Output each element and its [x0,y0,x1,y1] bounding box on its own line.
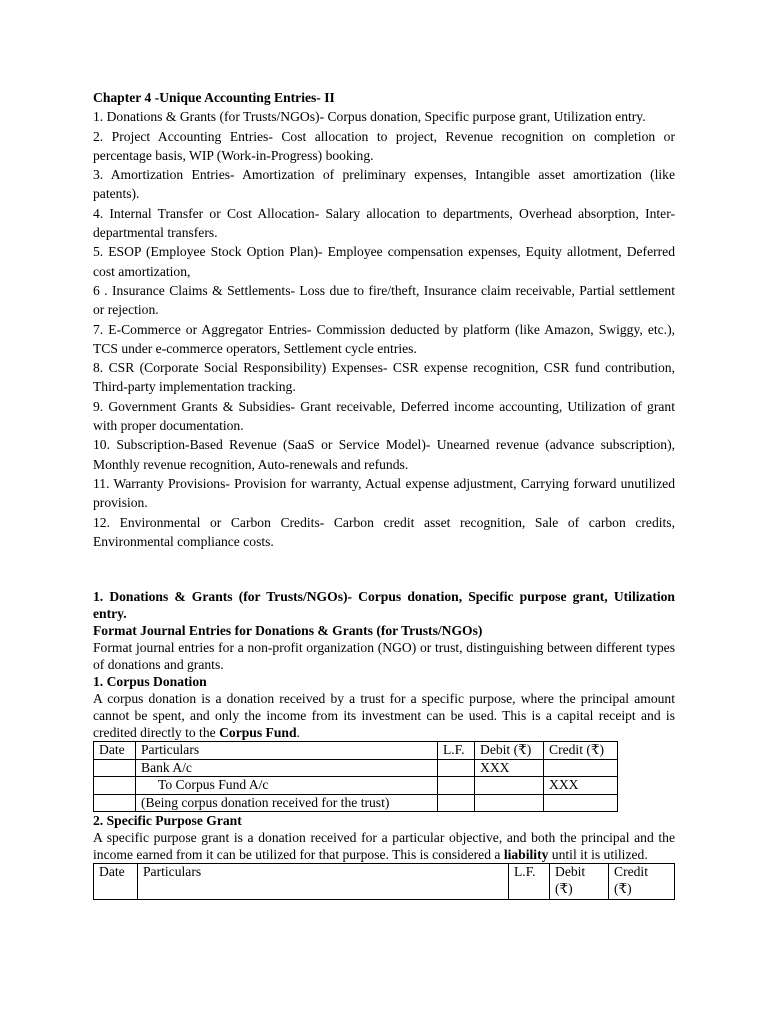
table-row [94,794,618,812]
corpus-text-main: A corpus donation is a donation received by a trust for a specific purpose, where the principal amount cannot be spent, and only the income from its investment can be used. This is a capital receipt and is credited directly to the [93,691,675,741]
specific-grant-journal-table [93,863,675,900]
cell-debit [475,777,544,795]
topic-item: 9. Government Grants & Subsidies- Grant receivable, Deferred income accounting, Utilization of grant with proper documentation. [93,398,675,434]
section-heading: 1. Donations & Grants (for Trusts/NGOs)- Corpus donation, Specific purpose grant, Utilization entry. [93,589,675,622]
specific-text-main: A specific purpose grant is a donation received for a particular objective, and both the principal and the income earned from it can be utilized for that purpose. This is considered a [93,830,675,863]
topic-item: 6 . Insurance Claims & Settlements- Loss due to fire/theft, Insurance claim receivable, Partial settlement or rejection. [93,282,675,318]
header-credit: Credit (₹) [544,742,618,760]
topic-item: 8. CSR (Corporate Social Responsibility) Expenses- CSR expense recognition, CSR fund contribution, Third-party implementation tracking. [93,360,675,395]
cell-particulars: To Corpus Fund A/c [136,777,438,795]
cell-date [94,759,136,777]
cell-lf [438,777,475,795]
header-particulars: Particulars [136,742,438,760]
cell-date [94,794,136,812]
table-header-row [94,742,618,760]
section-gap [93,551,675,588]
cell-lf [438,759,475,777]
page-content [93,88,675,900]
topic-list [93,107,675,551]
corpus-text [93,690,675,741]
cell-date [94,777,136,795]
specific-text-end: until it is utilized. [548,847,648,863]
cell-credit [544,794,618,812]
topic-item: 7. E-Commerce or Aggregator Entries- Commission deducted by platform (like Amazon, Swiggy, etc.), TCS under e-commerce operators, Settlement cycle entries. [93,321,675,356]
table-row [94,759,618,777]
cell-debit [475,794,544,812]
corpus-fund-term: Corpus Fund [219,725,297,741]
topic-item: 12. Environmental or Carbon Credits- Carbon credit asset recognition, Sale of carbon credits, Environmental compliance costs. [93,514,675,549]
section-subheading: Format Journal Entries for Donations & Grants (for Trusts/NGOs) [93,623,483,639]
topic-item: 4. Internal Transfer or Cost Allocation- Salary allocation to departments, Overhead absorption, Inter-departmental transfers. [93,205,675,241]
corpus-heading: 1. Corpus Donation [93,674,207,690]
topic-item: 11. Warranty Provisions- Provision for warranty, Actual expense adjustment, Carrying forward unutilized provision. [93,475,675,511]
corpus-text-end: . [296,725,300,741]
cell-lf [438,794,475,812]
header-lf: L.F. [509,864,550,900]
cell-particulars: Bank A/c [136,759,438,777]
liability-term: liability [503,847,549,863]
header-debit: Debit (₹) [475,742,544,760]
chapter-title: Chapter 4 -Unique Accounting Entries- II [93,90,335,105]
topic-item: 1. Donations & Grants (for Trusts/NGOs)- Corpus donation, Specific purpose grant, Utilization entry. [93,109,646,125]
section-intro: Format journal entries for a non-profit organization (NGO) or trust, distinguishing between different types of donations and grants. [93,640,675,673]
header-date: Date [94,742,136,760]
topic-item: 2. Project Accounting Entries- Cost allocation to project, Revenue recognition on completion or percentage basis, WIP (Work-in-Progress) booking. [93,128,675,163]
cell-particulars: (Being corpus donation received for the trust) [136,794,438,812]
header-lf: L.F. [438,742,475,760]
topic-item: 10. Subscription-Based Revenue (SaaS or Service Model)- Unearned revenue (advance subscription), Monthly revenue recognition, Auto-renewals and refunds. [93,437,675,472]
header-date: Date [94,864,138,900]
table-header-row [94,864,675,900]
header-debit: Debit (₹) [550,864,609,900]
specific-grant-text [93,829,675,863]
topic-item: 5. ESOP (Employee Stock Option Plan)- Employee compensation expenses, Equity allotment, Deferred cost amortization, [93,244,675,279]
cell-credit: XXX [544,777,618,795]
cell-credit [544,759,618,777]
corpus-journal-table [93,741,618,812]
header-particulars: Particulars [138,864,509,900]
table-row [94,777,618,795]
specific-grant-heading: 2. Specific Purpose Grant [93,813,242,829]
topic-item: 3. Amortization Entries- Amortization of preliminary expenses, Intangible asset amortization (like patents). [93,167,675,202]
header-credit: Credit (₹) [609,864,675,900]
cell-debit: XXX [475,759,544,777]
